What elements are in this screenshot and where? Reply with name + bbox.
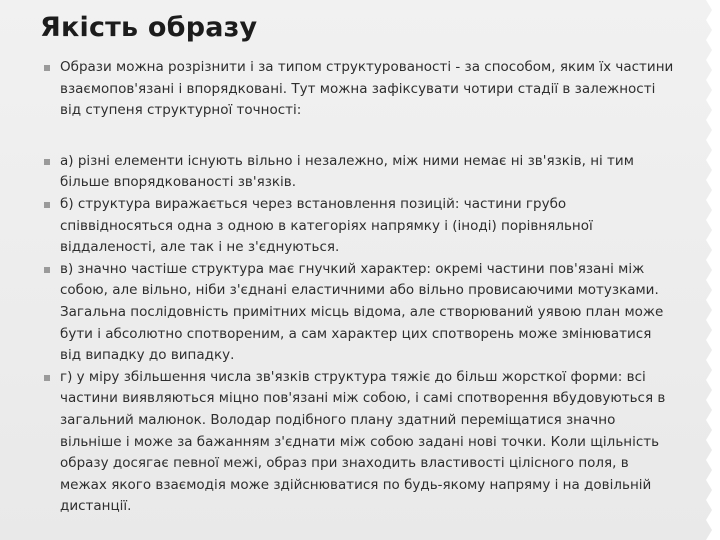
bullet-text: в) значно частіше структура має гнучкий характер: окремі частини пов'язані між собою, але вільно, ніби з'єднані еластичними або вільно провисаючими мотузками. Загальна послідовність примітних місць відома, але створюваний уявою план може бути і абсолютно спотвореним, а сам характер цих спотворень може змінюватися від випадку до випадку. xyxy=(60,260,664,364)
zigzag-border-decoration xyxy=(706,0,720,540)
bullet-text: г) у міру збільшення числа зв'язків структура тяжіє до більш жорсткої форми: всі частини виявляються міцно пов'язані між собою, і самі спотворення вбудовуються в загальний малюнок. Володар подібного плану здатний переміщатися значно вільніше і може за бажанням з'єднати між собою задані нові точки. Коли щільність образу досягає певної межі, образ при знаходить властивості цілісного поля, в межах якого взаємодія може здійснюватися по будь-якому напряму і на довільній дистанції. xyxy=(60,368,666,515)
bullet-text: а) різні елементи існують вільно і незалежно, між ними немає ні зв'язків, ні тим більше впорядкованості зв'язків. xyxy=(60,152,634,191)
bullet-text: Образи можна розрізнити і за типом структурованості - за способом, яким їх частини взаємопов'язані і впорядковані. Тут можна зафіксувати чотири стадії в залежності від ступеня структурної точності: xyxy=(60,59,674,119)
bullet-list xyxy=(44,57,674,518)
bullet-item xyxy=(44,259,674,367)
bullet-square-icon xyxy=(44,159,50,165)
slide-title: Якість образу xyxy=(40,12,258,43)
bullet-text: б) структура виражається через встановлення позицій: частини грубо співвідносяться одна з одною в категоріях напрямку і (іноді) порівняльної віддаленості, але так і не з'єднуються. xyxy=(60,195,593,256)
bullet-square-icon xyxy=(44,202,50,208)
bullet-item xyxy=(44,367,674,518)
bullet-square-icon xyxy=(44,267,50,273)
bullet-square-icon xyxy=(44,65,50,71)
bullet-item xyxy=(44,194,674,259)
bullet-square-icon xyxy=(44,375,50,381)
bullet-item xyxy=(44,57,674,122)
bullet-item xyxy=(44,151,674,194)
